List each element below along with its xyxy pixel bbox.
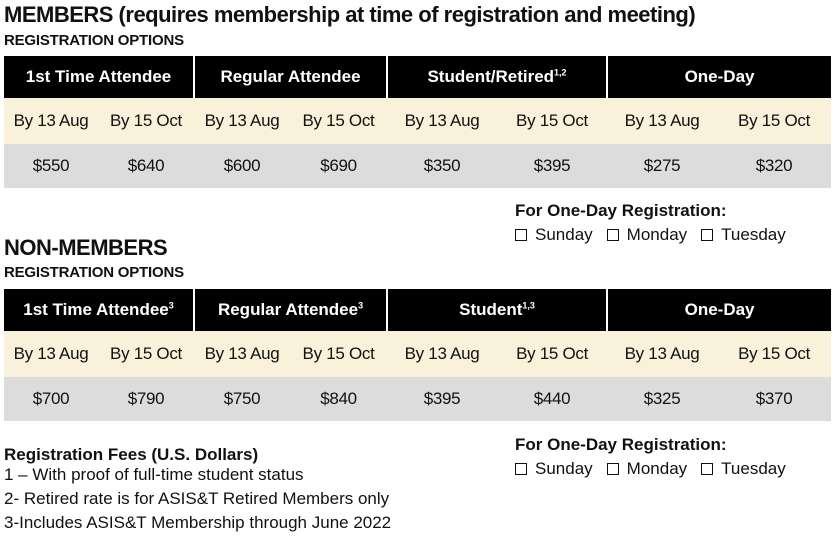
day-label: Monday xyxy=(626,459,688,478)
members-tuesday-checkbox[interactable] xyxy=(701,225,786,245)
date-cell: By 15 Oct xyxy=(497,331,607,377)
date-cell: By 13 Aug xyxy=(607,331,717,377)
day-label: Monday xyxy=(626,225,688,244)
nonmembers-monday-checkbox[interactable] xyxy=(607,459,687,479)
date-cell: By 15 Oct xyxy=(717,98,831,144)
price-cell: $395 xyxy=(497,144,607,188)
nonmembers-sunday-checkbox[interactable] xyxy=(515,459,593,479)
price-cell: $550 xyxy=(4,144,98,188)
checkbox-icon[interactable] xyxy=(701,463,713,475)
price-cell: $750 xyxy=(194,377,290,421)
day-label: Sunday xyxy=(535,225,593,244)
nonmembers-header-row xyxy=(4,289,831,331)
nonmembers-header-student: Student$^{1,3}$ xyxy=(387,289,607,331)
nonmembers-subtitle: REGISTRATION OPTIONS xyxy=(4,264,184,281)
date-cell: By 13 Aug xyxy=(387,98,497,144)
price-cell: $690 xyxy=(290,144,387,188)
members-fee-table xyxy=(4,56,831,188)
price-cell: $440 xyxy=(497,377,607,421)
members-dates-row xyxy=(4,98,831,144)
members-header-first-time: 1st Time Attendee xyxy=(4,56,194,98)
nonmembers-fee-table xyxy=(4,289,831,421)
day-label: Tuesday xyxy=(721,459,786,478)
checkbox-icon[interactable] xyxy=(515,463,527,475)
price-cell: $700 xyxy=(4,377,98,421)
date-cell: By 13 Aug xyxy=(4,331,98,377)
date-cell: By 13 Aug xyxy=(607,98,717,144)
date-cell: By 15 Oct xyxy=(497,98,607,144)
note-item: 2- Retired rate is for ASIS&T Retired Members only xyxy=(4,489,390,508)
nonmembers-header-regular: Regular Attendee$^3$ xyxy=(194,289,387,331)
members-header-student-retired: Student/Retired$^{1,2}$ xyxy=(387,56,607,98)
note-item: 1 – With proof of full-time student status xyxy=(4,465,304,484)
note-item: 3-Includes ASIS&T Membership through June 2022 xyxy=(4,513,392,532)
price-cell: $320 xyxy=(717,144,831,188)
nonmembers-header-first-time: 1st Time Attendee$^3$ xyxy=(4,289,194,331)
date-cell: By 13 Aug xyxy=(4,98,98,144)
price-cell: $370 xyxy=(717,377,831,421)
checkbox-icon[interactable] xyxy=(701,229,713,241)
checkbox-icon[interactable] xyxy=(515,229,527,241)
nonmembers-one-day-registration xyxy=(515,436,833,479)
members-prices-row xyxy=(4,144,831,188)
price-cell: $640 xyxy=(98,144,194,188)
checkbox-icon[interactable] xyxy=(607,229,619,241)
nonmembers-dates-row xyxy=(4,331,831,377)
members-header-one-day: One-Day xyxy=(607,56,831,98)
date-cell: By 15 Oct xyxy=(290,98,387,144)
price-cell: $600 xyxy=(194,144,290,188)
date-cell: By 15 Oct xyxy=(98,98,194,144)
date-cell: By 13 Aug xyxy=(387,331,497,377)
price-cell: $790 xyxy=(98,377,194,421)
members-header-regular: Regular Attendee xyxy=(194,56,387,98)
price-cell: $395 xyxy=(387,377,497,421)
date-cell: By 15 Oct xyxy=(98,331,194,377)
date-cell: By 13 Aug xyxy=(194,98,290,144)
members-header-row xyxy=(4,56,831,98)
members-sunday-checkbox[interactable] xyxy=(515,225,593,245)
fee-notes xyxy=(4,446,391,535)
price-cell: $275 xyxy=(607,144,717,188)
price-cell: $325 xyxy=(607,377,717,421)
date-cell: By 15 Oct xyxy=(290,331,387,377)
nonmembers-header-one-day: One-Day xyxy=(607,289,831,331)
members-subtitle: REGISTRATION OPTIONS xyxy=(4,32,184,49)
price-cell: $840 xyxy=(290,377,387,421)
day-label: Sunday xyxy=(535,459,593,478)
date-cell: By 15 Oct xyxy=(717,331,831,377)
one-day-title: For One-Day Registration: xyxy=(515,435,727,454)
members-one-day-registration xyxy=(515,202,833,245)
notes-title: Registration Fees (U.S. Dollars) xyxy=(4,445,259,464)
nonmembers-tuesday-checkbox[interactable] xyxy=(701,459,786,479)
one-day-title: For One-Day Registration: xyxy=(515,201,727,220)
price-cell: $350 xyxy=(387,144,497,188)
day-label: Tuesday xyxy=(721,225,786,244)
date-cell: By 13 Aug xyxy=(194,331,290,377)
members-title: MEMBERS (requires membership at time of registration and meeting) xyxy=(4,2,696,27)
nonmembers-title: NON-MEMBERS xyxy=(4,235,168,260)
nonmembers-prices-row xyxy=(4,377,831,421)
members-monday-checkbox[interactable] xyxy=(607,225,687,245)
checkbox-icon[interactable] xyxy=(607,463,619,475)
